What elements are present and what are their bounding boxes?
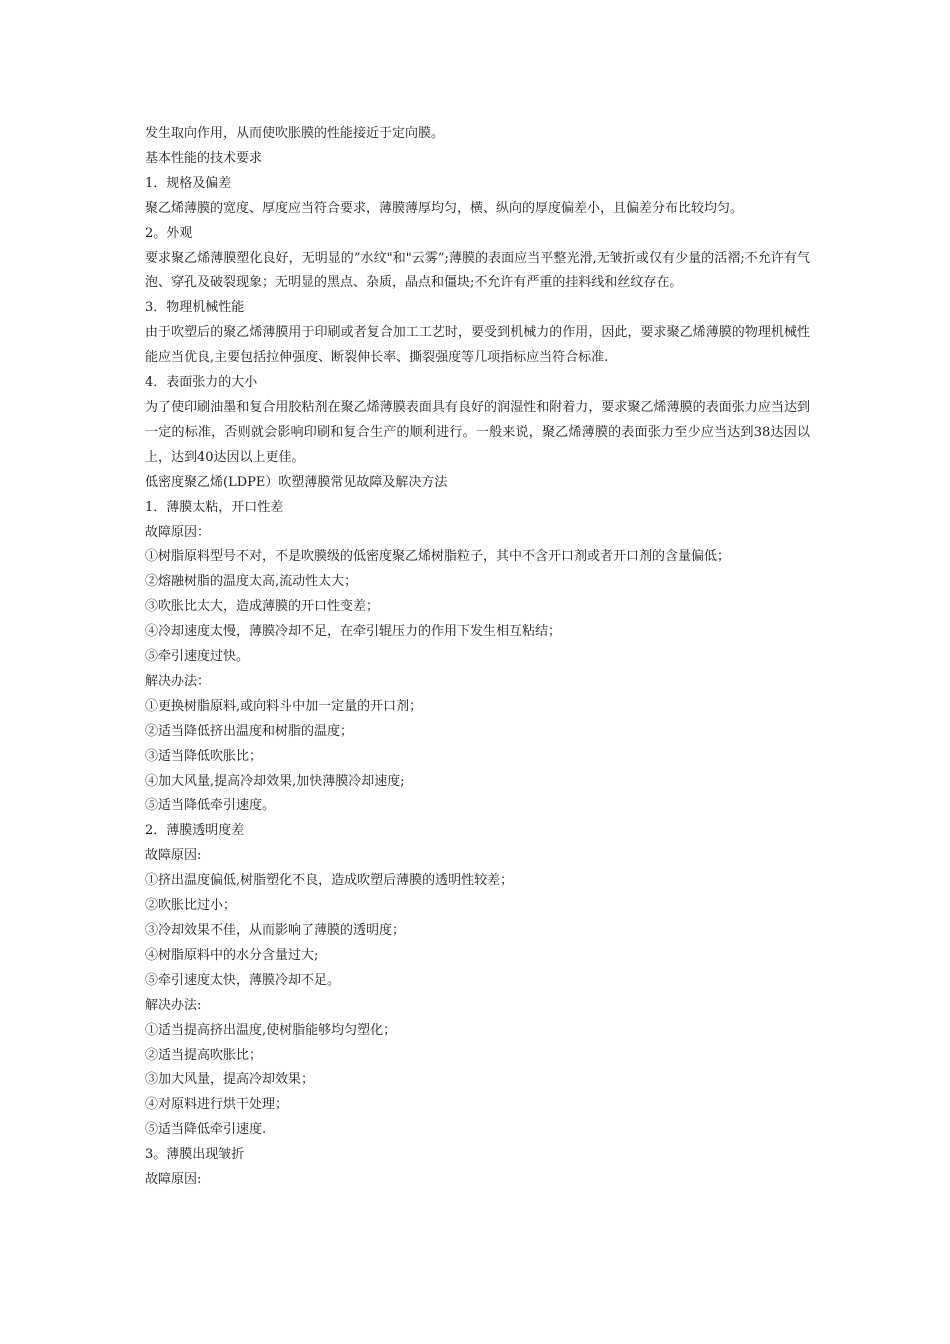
paragraph: 由于吹塑后的聚乙烯薄膜用于印刷或者复合加工工艺时，要受到机械力的作用，因此，要求聚乙烯薄膜的物理机械性能应当优良,主要包括拉伸强度、断裂伸长率、撕裂强度等几项指标应当符合标准.	[145, 325, 810, 366]
paragraph: 要求聚乙烯薄膜塑化良好，无明显的”水纹"和"云雾”;薄膜的表面应当平整光滑,无皱折或仅有少量的活褶;不允许有气泡、穿孔及破裂现象；无明显的黑点、杂质，晶点和僵块;不允许有严重的挂料线和丝纹存在。	[145, 250, 810, 291]
list-item: ③适当降低吹胀比；	[145, 748, 263, 764]
list-item: ④树脂原料中的水分含量过大;	[145, 947, 319, 963]
list-item: ④对原料进行烘干处理；	[145, 1097, 289, 1113]
subsection-heading: 2．薄膜透明度差	[145, 823, 245, 839]
list-label: 解决办法:	[145, 997, 202, 1013]
subsection-heading: 2。外观	[145, 225, 193, 241]
section-heading: 低密度聚乙烯(LDPE）吹塑薄膜常见故障及解决方法	[145, 474, 448, 490]
list-label: 故障原因：	[145, 524, 211, 540]
document-body	[145, 122, 810, 1193]
list-item: ③加大风量，提高冷却效果；	[145, 1072, 315, 1088]
paragraph: 聚乙烯薄膜的宽度、厚度应当符合要求，薄膜薄厚均匀，横、纵向的厚度偏差小，且偏差分布比较均匀。	[145, 200, 744, 216]
list-item: ⑤适当降低牵引速度.	[145, 1122, 267, 1138]
subsection-heading: 3。薄膜出现皱折	[145, 1147, 245, 1163]
list-item: ③吹胀比太大，造成薄膜的开口性变差；	[145, 599, 380, 615]
subsection-heading: 3．物理机械性能	[145, 300, 245, 316]
list-item: ①树脂原料型号不对，不是吹膜级的低密度聚乙烯树脂粒子，其中不含开口剂或者开口剂的含量偏低；	[145, 549, 731, 565]
list-item: ④冷却速度太慢，薄膜冷却不足，在牵引辊压力的作用下发生相互粘结；	[145, 624, 562, 640]
list-item: ①适当提高挤出温度,使树脂能够均匀塑化；	[145, 1022, 397, 1038]
subsection-heading: 1．规格及偏差	[145, 175, 232, 191]
list-label: 解决办法：	[145, 673, 211, 689]
list-item: ⑤适当降低牵引速度。	[145, 798, 276, 814]
subsection-heading: 4．表面张力的大小	[145, 375, 258, 391]
list-item: ②熔融树脂的温度太高,流动性太大；	[145, 574, 358, 590]
list-label: 故障原因:	[145, 1172, 202, 1188]
list-item: ①挤出温度偏低,树脂塑化不良，造成吹塑后薄膜的透明性较差；	[145, 873, 514, 889]
list-item: ④加大风量,提高冷却效果,加快薄膜冷却速度;	[145, 773, 405, 789]
list-item: ③冷却效果不佳，从而影响了薄膜的透明度；	[145, 923, 406, 938]
list-label: 故障原因:	[145, 848, 202, 864]
section-heading: 基本性能的技术要求	[145, 150, 263, 166]
paragraph: 为了使印刷油墨和复合用胶粘剂在聚乙烯薄膜表面具有良好的润湿性和附着力，要求聚乙烯薄膜的表面张力应当达到一定的标准，否则就会影响印刷和复合生产的顺利进行。一般来说，聚乙烯薄膜的表面张力至少应当达到38达因以上，达到40达因以上更佳。	[145, 399, 810, 465]
list-item: ⑤牵引速度过快。	[145, 649, 250, 665]
text-line: 发生取向作用，从而使吹胀膜的性能接近于定向膜。	[145, 126, 445, 141]
list-item: ②适当降低挤出温度和树脂的温度；	[145, 723, 354, 739]
list-item: ②吹胀比过小；	[145, 898, 237, 914]
list-item: ②适当提高吹胀比；	[145, 1047, 263, 1063]
subsection-heading: 1．薄膜太粘，开口性差	[145, 499, 284, 515]
list-item: ⑤牵引速度太快，薄膜冷却不足。	[145, 972, 341, 988]
list-item: ①更换树脂原料,或向料斗中加一定量的开口剂；	[145, 698, 423, 714]
